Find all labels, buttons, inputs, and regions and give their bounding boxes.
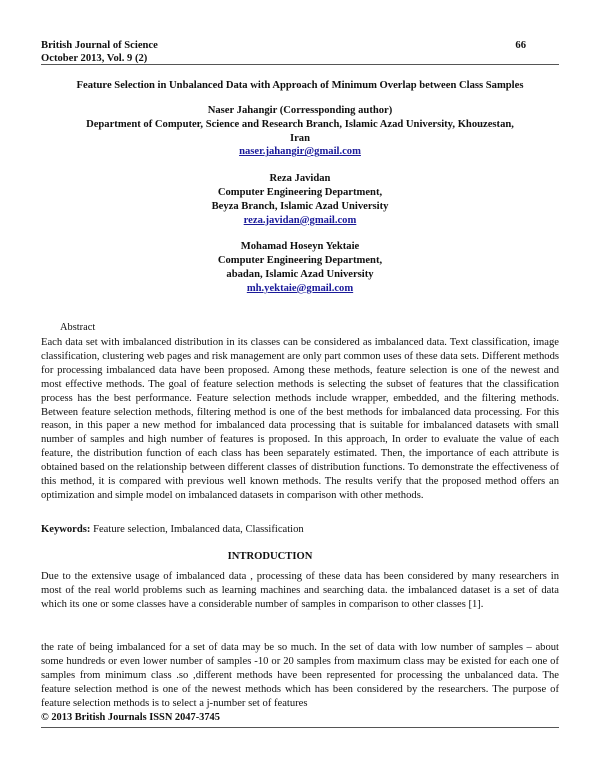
author-1 bbox=[41, 104, 559, 159]
section-heading-introduction: INTRODUCTION bbox=[227, 551, 313, 562]
paper-title: Feature Selection in Unbalanced Data with Approach of Minimum Overlap between Class Samples bbox=[76, 80, 524, 91]
keywords-text: Feature selection, Imbalanced data, Classification bbox=[90, 524, 304, 535]
header-rule bbox=[41, 64, 559, 65]
abstract-label: Abstract bbox=[60, 322, 96, 333]
author-name: Mohamad Hoseyn Yektaie bbox=[240, 241, 360, 253]
author-affiliation: Computer Engineering Department, bbox=[217, 255, 383, 267]
author-affiliation: abadan, Islamic Azad University bbox=[226, 268, 374, 280]
running-header bbox=[41, 39, 559, 65]
footer-rule bbox=[41, 727, 559, 728]
intro-paragraph: Due to the extensive usage of imbalanced data , processing of these data has been considered by many researchers in most of the real world problems such as learning machines and searching data. the imbalanced dataset is a set of data which its one or some classes have a considerable number of samples in comparison to other classes [1]. bbox=[41, 571, 559, 610]
author-list bbox=[41, 104, 559, 309]
keywords-label: Keywords: bbox=[41, 524, 91, 535]
journal-name: British Journal of Science bbox=[41, 40, 158, 51]
intro-paragraph: the rate of being imbalanced for a set of data may be so much. In the set of data with low number of samples – about some hundreds or even lower number of samples -10 or 20 samples from maximum class may be existed for each one of samples from minimum class .so ,different methods have been represented for processing the unbalanced data. The feature selection method is one of the newest methods which has been considered by the researchers. The purpose of feature selection methods is to select a j-number set of features bbox=[41, 642, 559, 709]
page-number: 66 bbox=[515, 40, 526, 51]
author-email-link[interactable]: reza.javidan@gmail.com bbox=[243, 214, 357, 226]
author-affiliation: Computer Engineering Department, bbox=[217, 186, 383, 198]
abstract-text: Each data set with imbalanced distribution in its classes can be considered as imbalanced data. Text classification, image classification, clustering web pages and risk management are only part common uses of these data sets. Different methods for processing imbalanced data have been proposed. Among these methods, feature selection is one of the newest and most effective methods. The goal of feature selection methods is selecting the subset of features that the classification process has the best performance. Feature selection methods include wrapper, embedded, and the filtering methods. Between feature selection methods, filtering method is one of the best methods for imbalanced data processing. For this reason, in this paper a new method for imbalanced data processing that is suitable for imbalanced datasets with small number of samples and high number of features is proposed. In this approach, In order to evaluate the value of each feature, the distribution function of each class has been separately estimated. Then, the importance of each attribute is obtained based on the relationship between different classes of distribution functions. To demonstrate the effectiveness of this method, it is compared with previous well known methods. The results verify that the proposed method offers an optimization and simple model on imbalanced datasets in comparison with other methods. bbox=[41, 337, 559, 501]
journal-issue: October 2013, Vol. 9 (2) bbox=[41, 53, 148, 64]
author-3 bbox=[41, 240, 559, 295]
author-email-link[interactable]: mh.yektaie@gmail.com bbox=[246, 282, 354, 294]
author-name: Naser Jahangir (Corressponding author) bbox=[207, 105, 393, 116]
keywords bbox=[41, 524, 559, 535]
author-email-link[interactable]: naser.jahangir@gmail.com bbox=[239, 146, 361, 158]
author-affiliation: Iran bbox=[289, 132, 310, 144]
author-2 bbox=[41, 172, 559, 227]
author-name: Reza Javidan bbox=[269, 173, 331, 185]
author-affiliation: Department of Computer, Science and Research Branch, Islamic Azad University, Khouzestan, bbox=[86, 118, 514, 130]
copyright-footer: © 2013 British Journals ISSN 2047-3745 bbox=[41, 712, 220, 723]
author-affiliation: Beyza Branch, Islamic Azad University bbox=[211, 200, 389, 212]
